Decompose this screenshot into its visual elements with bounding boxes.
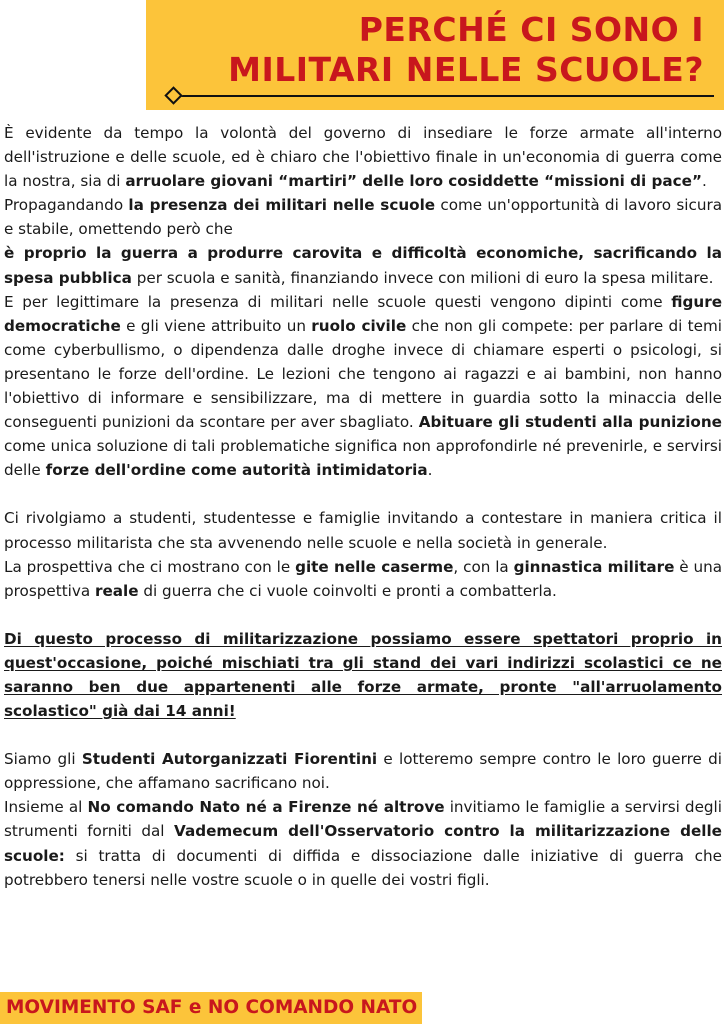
bold-text: Abituare gli studenti alla punizione — [418, 413, 722, 432]
footer-banner — [0, 992, 422, 1024]
paragraph-underlined-warning: Di questo processo di militarizzazione possiamo essere spettatori proprio in quest'occasione, poiché mischiati tra gli stand dei vari indirizzi scolastici ce ne saranno ben due appartenenti alle forze armate, pronte "all'arruolamento scolastico" già dai 14 anni! — [4, 629, 722, 721]
bold-text: No comando Nato né a Firenze né altrove — [87, 798, 445, 817]
bold-text: forze dell'ordine come autorità intimidatoria — [45, 461, 428, 480]
bold-text: arruolare giovani “martiri” delle loro cosiddette “missioni di pace” — [125, 172, 702, 191]
title-line-2: MILITARI NELLE SCUOLE? — [228, 50, 704, 89]
header-divider — [174, 95, 714, 97]
paragraph-appeal: Ci rivolgiamo a studenti, studentesse e famiglie invitando a contestare in maniera critica il processo militarista che sta avvenendo nelle scuole e nella società in generale. — [4, 509, 722, 552]
footer-label: MOVIMENTO SAF e NO COMANDO NATO — [6, 997, 418, 1018]
paragraph-saf: Siamo gli Studenti Autorganizzati Fiorentini e lotteremo sempre contro le loro guerre di oppressione, che affamano sacrificano noi. — [4, 750, 722, 793]
page-title — [228, 10, 704, 90]
bold-text: Vademecum dell'Osservatorio contro la militarizzazione delle scuole: — [4, 822, 722, 865]
paragraph-legitimize: E per legittimare la presenza di militari nelle scuole questi vengono dipinti come figure democratiche e gli viene attribuito un ruolo civile che non gli compete: per parlare di temi come cyberbullismo, o dipendenza dalle droghe invece di chiamare esperti o psicologi, si presentano le forze dell'ordine. Le lezioni che tengono ai ragazzi e ai bambini, non hanno l'obiettivo di informare e sensibilizzare, ma di mettere in guardia sotto la minaccia delle conseguenti punizioni da scontare per aver sbagliato. Abituare gli studenti alla punizione come unica soluzione di tali problematiche significa non approfondirle né prevenirle, e servirsi delle forze dell'ordine come autorità intimidatoria. — [4, 292, 722, 480]
paragraph-intro: È evidente da tempo la volontà del governo di insediare le forze armate all'interno dell'istruzione e delle scuole, ed è chiaro che l'obiettivo finale in un'economia di guerra come la nostra, sia di arruolare giovani “martiri” delle loro cosiddette “missioni di pace”. — [4, 124, 722, 191]
bold-text: gite nelle caserme — [295, 557, 454, 576]
title-line-1: PERCHÉ CI SONO I — [358, 10, 704, 49]
bold-text: reale — [95, 581, 139, 600]
paragraph-vademecum: Insieme al No comando Nato né a Firenze né altrove invitiamo le famiglie a servirsi degli strumenti forniti dal Vademecum dell'Osservatorio contro la militarizzazione delle scuole: si tratta di documenti di diffida e dissociazione dalle iniziative di guerra che potrebbero tenersi nelle vostre scuole o in quelle dei vostri figli. — [4, 798, 722, 889]
paragraph-propaganda: Propagandando la presenza dei militari nelle scuole come un'opportunità di lavoro sicura e stabile, omettendo però che — [4, 196, 722, 239]
bold-text: ginnastica militare — [513, 557, 675, 576]
paragraph-war-cost: è proprio la guerra a produrre carovita e difficoltà economiche, sacrificando la spesa pubblica per scuola e sanità, finanziando invece con milioni di euro la spesa militare. — [4, 244, 722, 287]
bold-text: Studenti Autorganizzati Fiorentini — [81, 750, 378, 769]
bold-text: la presenza dei militari nelle scuole — [128, 196, 436, 215]
bold-text: ruolo civile — [311, 316, 407, 335]
article-body — [4, 121, 722, 892]
paragraph-perspective: La prospettiva che ci mostrano con le gite nelle caserme, con la ginnastica militare è una prospettiva reale di guerra che ci vuole coinvolti e pronti a combatterla. — [4, 557, 723, 600]
bold-text: figure democratiche — [4, 292, 722, 335]
bold-text: è proprio la guerra a produrre carovita e difficoltà economiche, sacrificando la spesa pubblica — [4, 244, 722, 287]
